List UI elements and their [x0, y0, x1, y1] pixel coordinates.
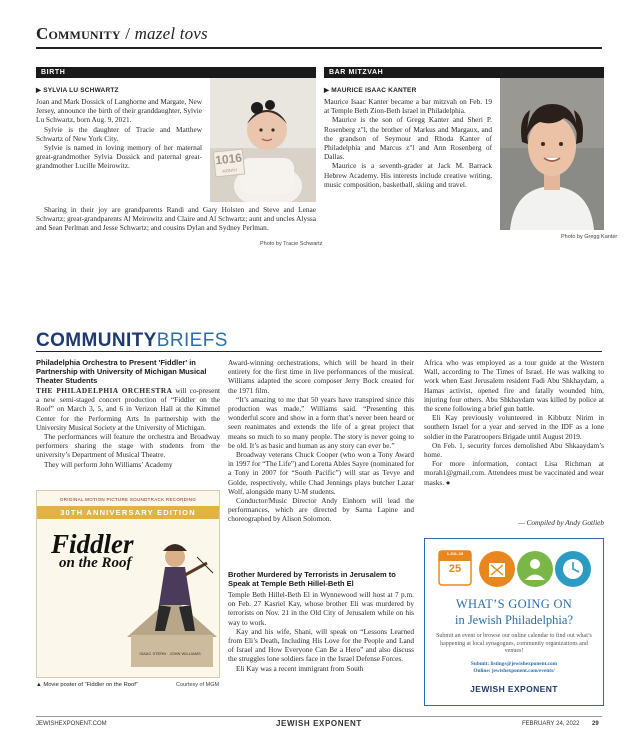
poster-credits: ISAAC STERN · JOHN WILLIAMS: [139, 651, 201, 656]
terror-continued: [424, 358, 604, 487]
footer-page-number: 29: [592, 721, 599, 727]
barmitzvah-bar: BAR MITZVAH: [324, 67, 604, 78]
fiddler-poster: [36, 490, 220, 678]
poster-title-2: on the Roof: [59, 555, 132, 571]
col2-p4: Conductor/Music Director Andy Einhorn will lead the performances, which are directed by Sarna Lapine and choreographed by Alison Solomon.: [228, 496, 414, 524]
ad-brand: JEWISH EXPONENT: [470, 684, 558, 694]
barmitzvah-name-text: MAURICE ISAAC KANTER: [331, 87, 417, 94]
section-subtitle: mazel tovs: [134, 24, 208, 43]
month-sign: [213, 149, 246, 178]
barmitzvah-p1: Maurice Isaac Kanter became a bar mitzvah on Feb. 19 at Temple Beth Zion-Beth Israel in Philadelphia.: [324, 97, 492, 116]
poster-top-text: ORIGINAL MOTION PICTURE SOUNDTRACK RECORDING: [59, 497, 197, 502]
birth-p4: Sharing in their joy are grandparents Randi and Gary Holsten and Steve and Lenae Schwartz; great-grandparents Al Meirowitz and Claire and Al Schwartz; aunt and uncles Alyssa and Sean Perlman and Jesse Schwartz; and cousins Dylan and Sydney Perlman.: [36, 205, 316, 233]
briefs-title-light: BRIEFS: [156, 330, 228, 351]
birth-p1: Joan and Mark Dossick of Langhorne and Margate, New Jersey, announce the birth of their granddaughter, Sylvie Lu Schwartz, born Aug. 9, 2021.: [36, 97, 202, 125]
section-name: Community: [36, 24, 121, 43]
ad-body: Submit an event or browse our online calendar to find out what’s happening at local synagogues, community organizations and venues!: [436, 633, 592, 655]
baby-photo: [210, 78, 316, 202]
col2-p5: Temple Beth Hillel-Beth El in Wynnewood will host at 7 p.m. on Feb. 27 Kasriel Kay, whose brother Eli was murdered by terrorists on Nov. 21 in the Old City of Jerusalem while on his way to work.: [228, 590, 414, 627]
col3-p4: For more information, contact Lisa Richman at morah1@gmail.com. Attendees must be vaccinated and wear masks. ●: [424, 459, 604, 487]
poster-caption: ▲ Movie poster of “Fiddler on the Roof”: [36, 682, 138, 688]
footer-masthead: JEWISH EXPONENT: [276, 719, 362, 728]
birth-bar: BIRTH: [36, 67, 316, 78]
birth-name-text: SYLVIA LU SCHWARTZ: [43, 87, 119, 94]
section-title: [36, 24, 208, 44]
orchestra-text: [36, 386, 220, 469]
barmitzvah-name: ▶ MAURICE ISAAC KANTER: [324, 87, 417, 94]
poster-band: 30TH ANNIVERSARY EDITION: [37, 506, 219, 519]
ad-online[interactable]: Online: jewishexponent.com/events/: [473, 668, 555, 674]
terror-headline: Brother Murdered by Terrorists in Jerusalem to Speak at Temple Beth Hillel-Beth El: [228, 570, 396, 589]
col3-p2: Eli Kay previously volunteered in Kibbutz Nirim in southern Israel for a year and served in the IDF as a lone soldier in the Paratroopers Brigade until August 2019.: [424, 413, 604, 441]
orchestra-p1-rest: will co-present a new semi-staged concert production of “Fiddler on the Roof” on March 3, 5, and 6 in Verizon Hall at the Kimmel Center for the Performing Arts In partnership with the University Musical Society at the University of Michigan.: [36, 386, 220, 432]
briefs-rule: [36, 351, 602, 352]
birth-credit: Photo by Tracie Schwartz: [260, 241, 323, 247]
birth-name: ▶ SYLVIA LU SCHWARTZ: [36, 87, 119, 94]
orchestra-headline: Philadelphia Orchestra to Present 'Fiddler' in Partnership with University of Michigan Musical Theater Students: [36, 358, 207, 386]
col2-p3: Broadway veterans Chuck Cooper (who won a Tony Award in 1997 for “The Life”) and Loretta Ables Sayre (nominated for a Tony in 2007 for “South Pacific”) will star as Tevye and Golde, respectively, while Chad Jennings plays butcher Lazar Wolf, alongside many U-M students.: [228, 450, 415, 496]
ad-cal-month: 1.JUL.15: [446, 551, 464, 556]
ad-title-1: WHAT’S GOING ON: [455, 597, 573, 611]
barmitzvah-credit: Photo by Gregg Kanter: [561, 234, 618, 240]
footer-website: JEWISHEXPONENT.COM: [36, 721, 107, 727]
briefs-signoff: — Compiled by Andy Gotlieb: [518, 518, 604, 527]
orchestra-p3: They will perform John Williams’ Academy: [44, 459, 173, 469]
birth-text-top: [36, 97, 202, 171]
poster-title-1: Fiddler: [51, 529, 134, 559]
footer-rule: [36, 716, 602, 717]
barmitzvah-p3: Maurice is a seventh-grader at Jack M. Barrack Hebrew Academy. His interests include creative writing, music composition, basketball, skiing and travel.: [324, 161, 492, 189]
birth-text-bottom: [36, 205, 316, 233]
section-slash: /: [120, 24, 135, 43]
briefs-title-bold: COMMUNITY: [36, 330, 157, 351]
boy-photo: [500, 78, 604, 230]
ad-title-2: in Jewish Philadelphia?: [454, 613, 574, 627]
orchestra-p1: [36, 386, 220, 432]
month-sign-label: MONTH: [222, 167, 238, 174]
col2-p2: “It’s amazing to me that 50 years have transpired since this production was made,” Williams said. “Presenting this wonderful score and show in a form that’s never been heard or seen reanimates and extends the life of a great project that means so much to so many people. The story is never going to be old. It’s as basic and human as any story can ever be.”: [228, 394, 414, 450]
orchestra-p2: The performances will feature the orchestra and Broadway performers sharing the stage with students from the university’s Department of Musical Theatre.: [36, 432, 220, 460]
orchestra-continued: [228, 358, 414, 524]
poster-credit: Courtesy of MGM: [176, 682, 220, 688]
ad-cal-day: 25: [448, 563, 462, 575]
birth-p2: Sylvie is the daughter of Tracie and Matthew Schwartz of New York City.: [36, 124, 202, 143]
month-sign-number: 1016: [214, 150, 243, 168]
footer-date: FEBRUARY 24, 2022: [522, 721, 580, 727]
col3-p3: On Feb. 1, security forces demolished Abu Shkaaydam’s home.: [424, 440, 604, 460]
events-ad: [424, 538, 604, 706]
header-rule: [36, 47, 602, 49]
birth-p3: Sylvie is named in loving memory of her maternal great-grandmother Sylvia Dossick and paternal great-grandmother Lucille Meirowitz.: [36, 143, 202, 171]
col2-p1: Award-winning orchestrations, which will be heard in their entirety for the first time in live performances of the musical. Williams adapted the score composer Jerry Bock created for the 1971 film.: [228, 358, 414, 395]
col3-p1: Africa who was employed as a tour guide at the Western Wall, according to The Times of Israel. He was walking to work when East Jerusalem resident Fadi Abu Shkhaydam, a Hamas activist, opened fire and fatally wounded him, injuring four others. Abu Shkhaydam was killed by police at the scene following a brief gun battle.: [424, 358, 604, 414]
col2-p6: Kay and his wife, Shani, will speak on “Lessons Learned from Eli’s Death, Including His Love for the People and Land of Israel and How Everyone Can Be a Hero” and also discuss the struggles lone soldiers face in the Israel Defense Forces.: [228, 626, 414, 664]
poster-fiddler-figure: [127, 527, 217, 667]
barmitzvah-text: [324, 97, 492, 189]
barmitzvah-p2: Maurice is the son of Gregg Kanter and Sheri P. Rosenberg z"l, the brother of Markus and Margaux, and the grandson of Seymour and Rhoda Kanter of Philadelphia and Marcus z"l and Ann Rosenberg of Dallas.: [324, 115, 492, 162]
briefs-title: [36, 330, 228, 352]
col2-p7: Eli Kay was a recent immigrant from South: [236, 663, 364, 673]
terror-text: [228, 590, 414, 673]
ad-submit[interactable]: Submit: listings@jewishexponent.com: [470, 661, 558, 667]
poster-caption-text: Movie poster of “Fiddler on the Roof”: [43, 682, 138, 688]
orchestra-lead: THE PHILADELPHIA ORCHESTRA: [36, 386, 173, 395]
